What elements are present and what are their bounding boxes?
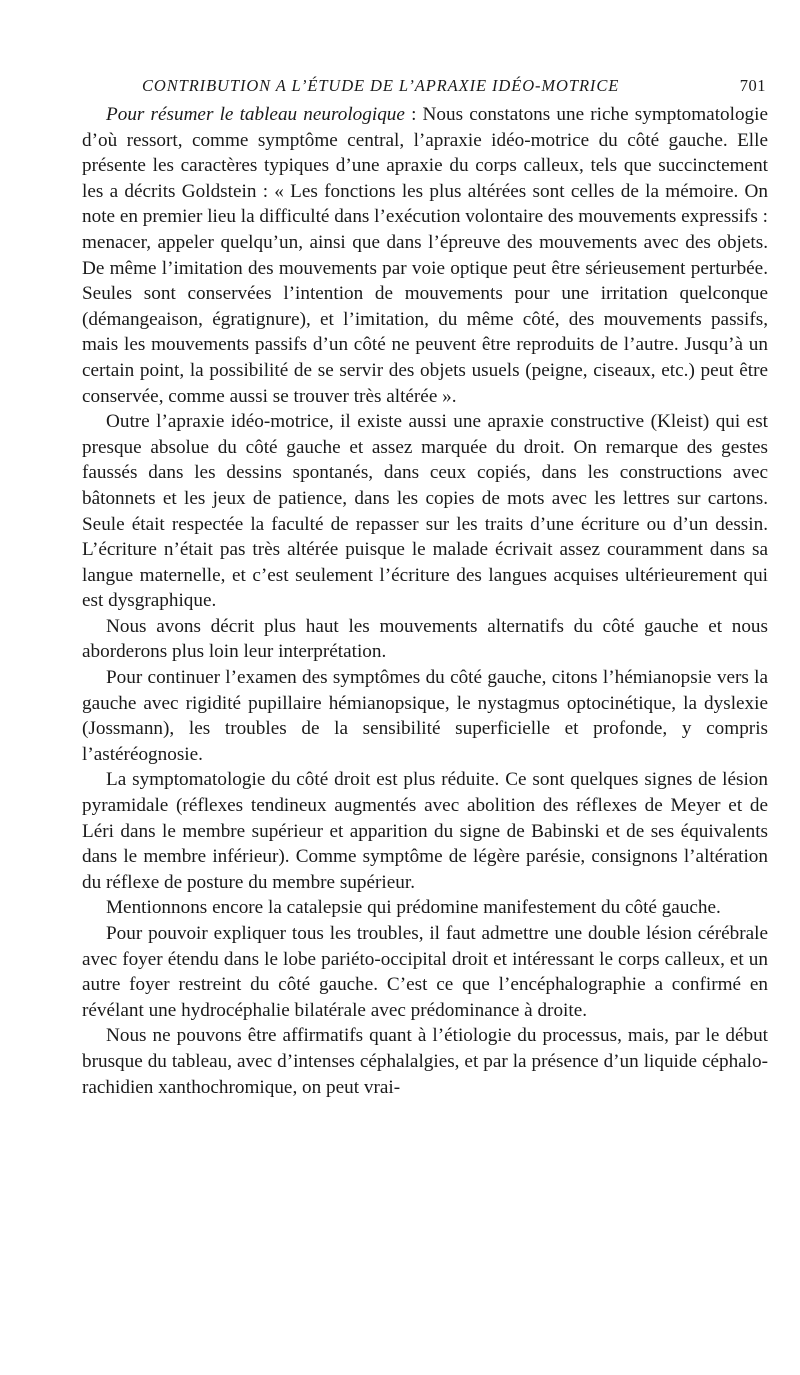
paragraph-right-side-symptoms: La symptomatologie du côté droit est plus réduite. Ce sont quelques signes de lésion pyramidale (réflexes tendineux augmentés avec abolition des réflexes de Meyer et de Léri dans le membre supérieur et apparition du signe de Babinski et de ses équivalents dans le membre inférieur). Comme symptôme de légère parésie, consignons l’altération du réflexe de posture du membre supérieur. xyxy=(82,769,768,893)
paragraph-catalepsy: Mentionnons encore la catalepsie qui prédomine manifestement du côté gauche. xyxy=(106,897,721,919)
paragraph-text: : Nous constatons une riche symptomatologie d’où ressort, comme symptôme central, l’apraxie idéo-motrice du côté gauche. Elle présente les caractères typiques d’une apraxie du corps calleux, tels que succinctement les a décrits Goldstein : « Les fonctions les plus altérées sont celles de la mémoire. On note en premier lieu la difficulté dans l’exécution volontaire des mouvements expressifs : menacer, appeler quelqu’un, ainsi que dans l’épreuve des mouvements avec des objets. De même l’imitation des mouvements par voie optique peut être sérieusement perturbée. Seules sont conservées l’intention de mouvements pour une irritation quelconque (démangeaison, égratignure), et l’imitation, du même côté, des mouvements passifs, mais les mouvements passifs d’un côté ne peuvent être reproduits de l’autre. Jusqu’à un certain point, la possibilité de se servir des objets usuels (peigne, ciseaux, etc.) peut être conservée, comme aussi se trouver très altérée ». xyxy=(82,104,768,407)
paragraph-etiology: Nous ne pouvons être affirmatifs quant à l’étiologie du processus, mais, par le début brusque du tableau, avec d’intenses céphalalgies, et par la présence d’un liquide céphalo-rachidien xanthochromique, on peut vrai- xyxy=(82,1025,768,1098)
body-text xyxy=(82,102,768,1100)
page-number: 701 xyxy=(739,76,766,95)
paragraph-alternating-movements: Nous avons décrit plus haut les mouvements alternatifs du côté gauche et nous aborderons plus loin leur interprétation. xyxy=(82,615,768,663)
paragraph-double-lesion: Pour pouvoir expliquer tous les troubles, il faut admettre une double lésion cérébrale avec foyer étendu dans le lobe pariéto-occipital droit et intéressant le corps calleux, et un autre foyer restreint du côté gauche. C’est ce que l’encéphalographie a confirmé en révélant une hydrocéphalie bilatérale avec prédominance à droite. xyxy=(82,923,768,1021)
paragraph-left-side-symptoms: Pour continuer l’examen des symptômes du côté gauche, citons l’hémianopsie vers la gauche avec rigidité pupillaire hémianopsique, le nystagmus optocinétique, la dyslexie (Jossmann), les troubles de la sensibilité superficielle et profonde, y compris l’astéréognosie. xyxy=(82,667,768,765)
paragraph-constructive-apraxia: Outre l’apraxie idéo-motrice, il existe aussi une apraxie constructive (Kleist) qui est presque absolue du côté gauche et assez marquée du droit. On remarque des gestes faussés dans les dessins spontanés, dans ceux copiés, dans les constructions avec bâtonnets et les jeux de patience, dans les copies de mots avec les lettres sur cartons. Seule était respectée la faculté de repasser sur les traits d’une écriture ou d’un dessin. L’écriture n’était pas très altérée puisque le malade écrivait assez couramment dans sa langue maternelle, et c’est seulement l’écriture des langues acquises ultérieurement qui est dysgraphique. xyxy=(82,411,768,612)
paragraph-summary xyxy=(82,102,768,409)
book-page xyxy=(82,62,768,1100)
running-title: CONTRIBUTION A L’ÉTUDE DE L’APRAXIE IDÉO-MOTRICE xyxy=(142,76,620,95)
running-head xyxy=(82,62,768,94)
paragraph-lead: Pour résumer le tableau neurologique xyxy=(106,104,405,125)
